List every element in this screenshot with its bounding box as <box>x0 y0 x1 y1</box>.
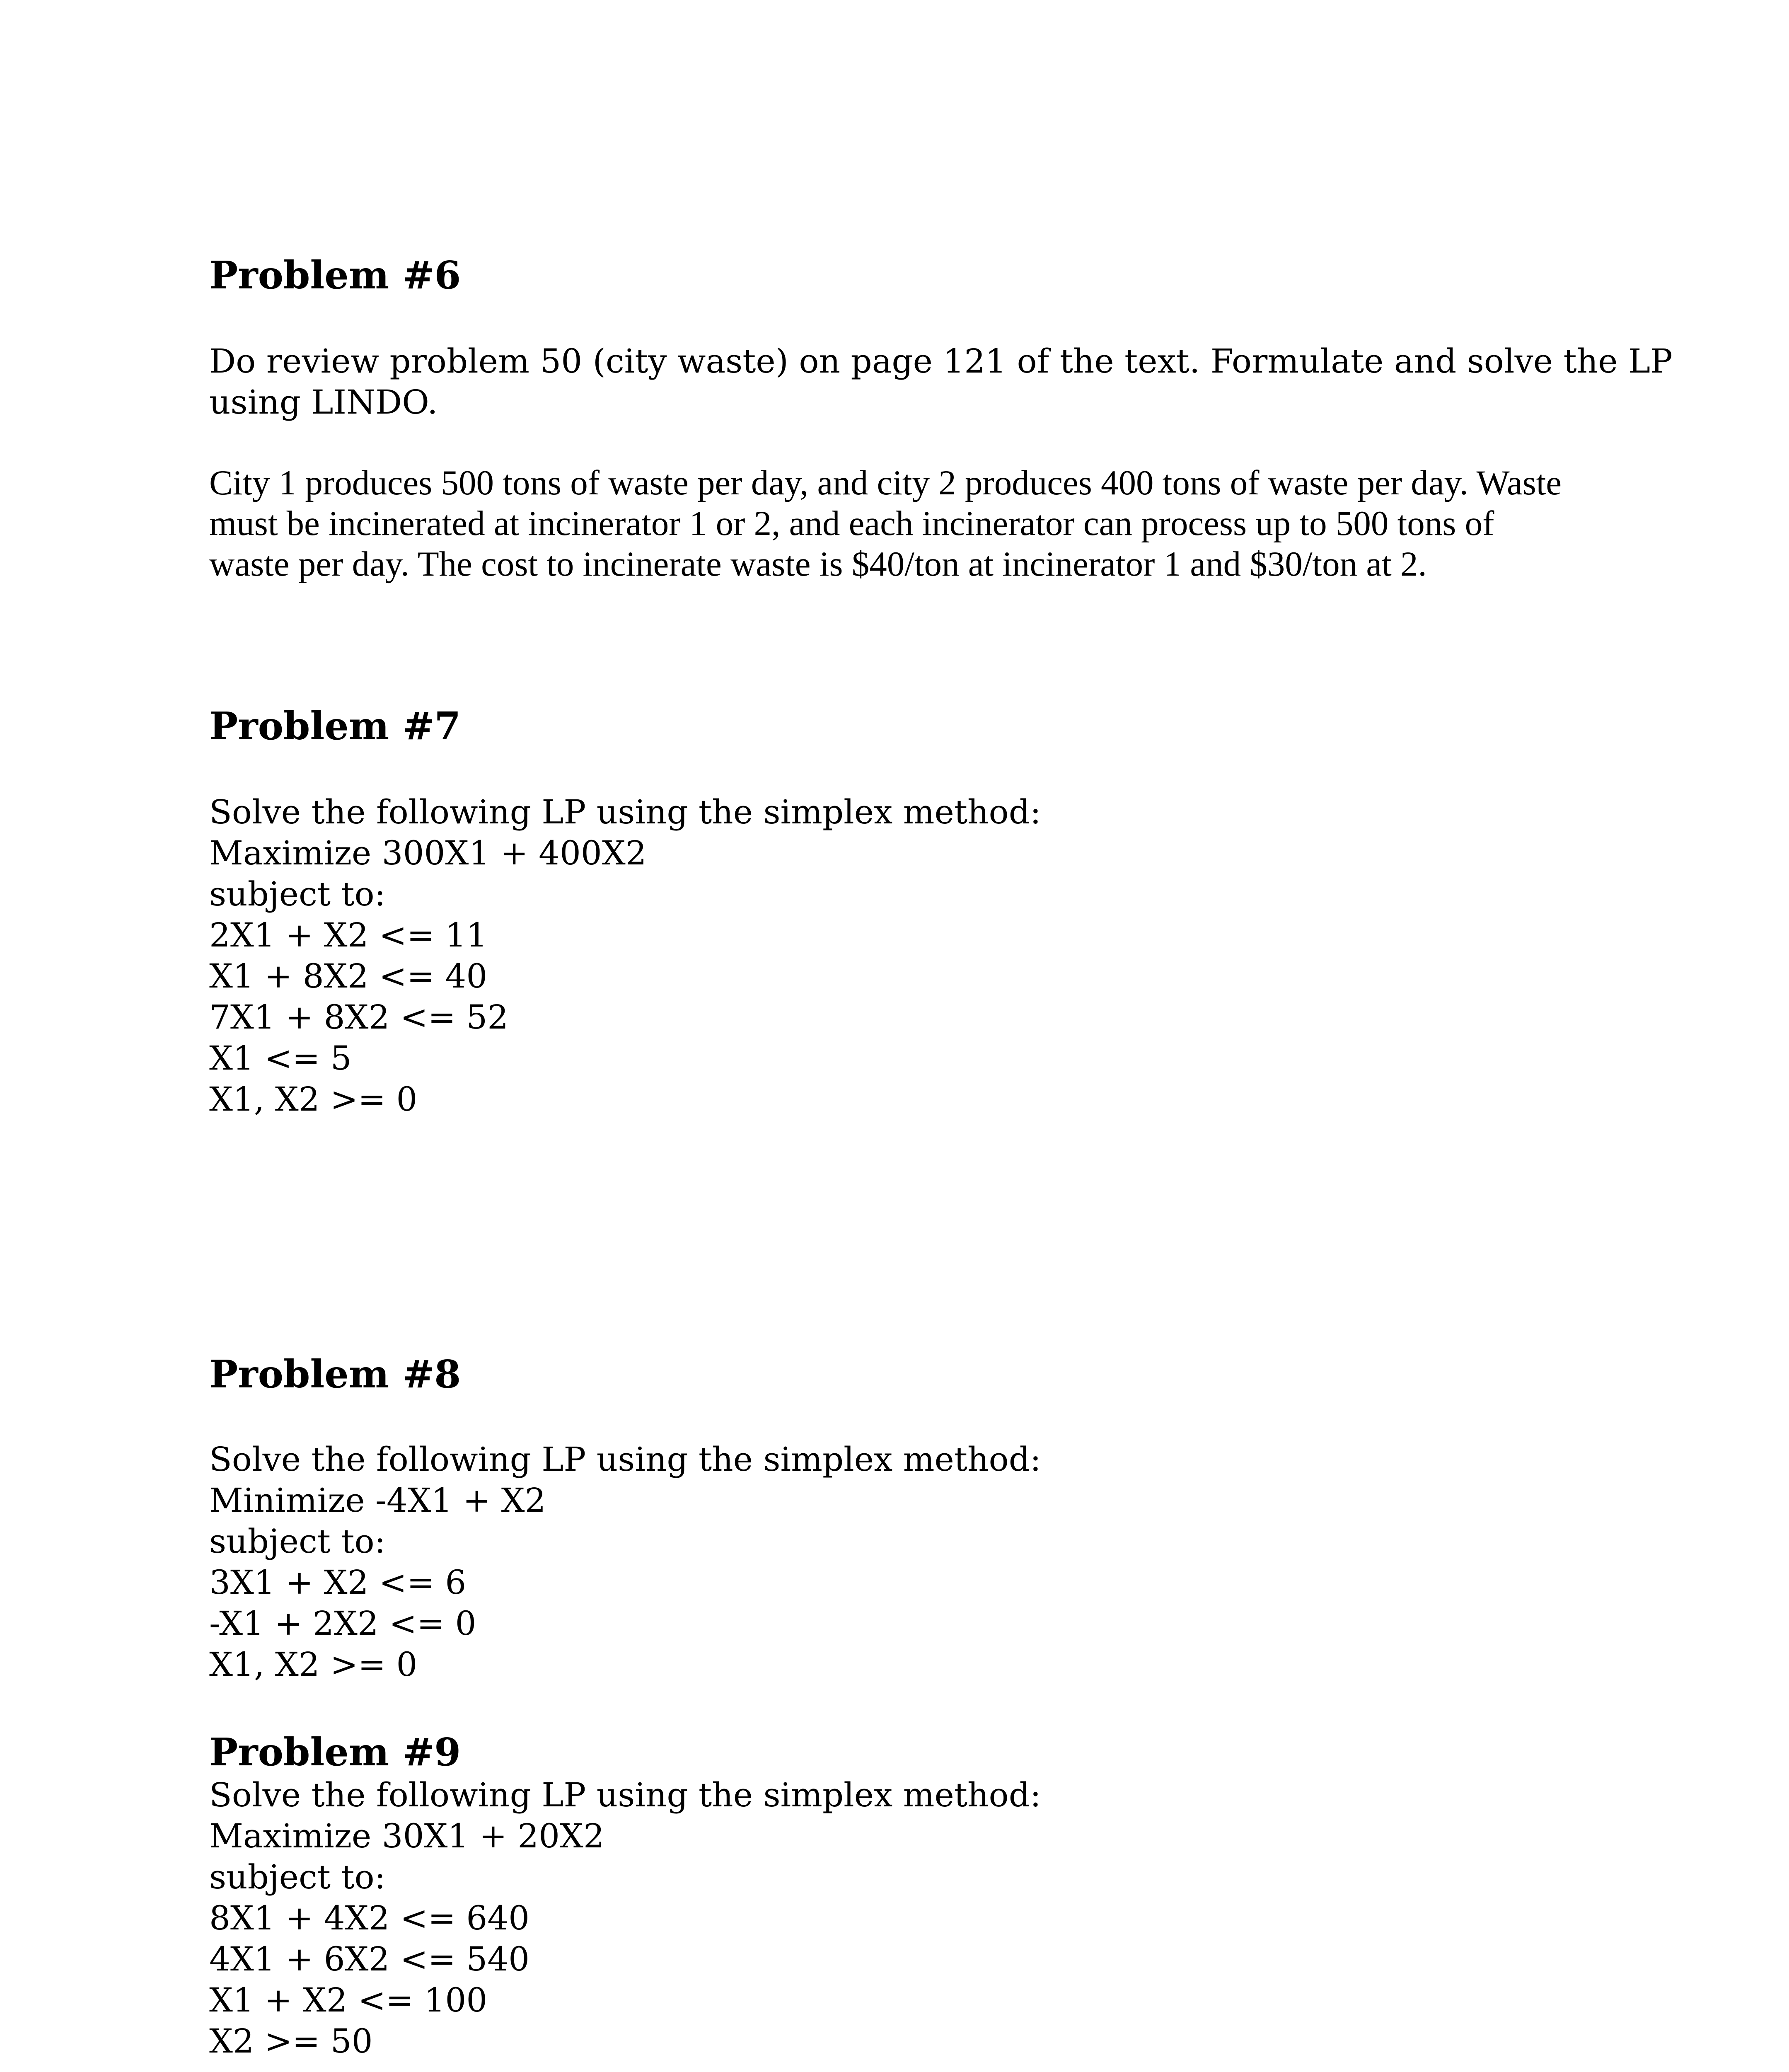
problem-9-line: X1 + X2 <= 100 <box>209 1981 488 2019</box>
problem-6-intro-line: using LINDO. <box>209 383 438 421</box>
problem-8-line: Solve the following LP using the simplex method: <box>209 1440 1041 1479</box>
problem-7-line: X1 <= 5 <box>209 1039 352 1077</box>
problem-7-title: Problem #7 <box>209 704 461 748</box>
problem-9-line: X2 >= 50 <box>209 2022 373 2060</box>
problem-8-body <box>209 1439 1618 1685</box>
problem-8-line: -X1 + 2X2 <= 0 <box>209 1604 476 1643</box>
problem-6-description-line: City 1 produces 500 tons of waste per day, and city 2 produces 400 tons of waste per day. Waste <box>209 463 1562 502</box>
problem-6-intro <box>209 341 1673 423</box>
problem-7-line: Maximize 300X1 + 400X2 <box>209 834 647 872</box>
problem-6-description-line: must be incinerated at incinerator 1 or 2, and each incinerator can process up to 500 tons of <box>209 504 1494 543</box>
problem-8-title: Problem #8 <box>209 1352 461 1397</box>
problem-7-body <box>209 792 1618 1120</box>
problem-9-line: subject to: <box>209 1858 386 1896</box>
problem-7-line: X1 + 8X2 <= 40 <box>209 957 488 995</box>
problem-9-title: Problem #9 <box>209 1730 461 1774</box>
problem-7-line: X1, X2 >= 0 <box>209 1080 418 1118</box>
problem-9-line: 4X1 + 6X2 <= 540 <box>209 1940 530 1978</box>
problem-8-line: X1, X2 >= 0 <box>209 1645 418 1684</box>
problem-9-line: 8X1 + 4X2 <= 640 <box>209 1899 530 1937</box>
problem-7-line: 2X1 + X2 <= 11 <box>209 916 488 954</box>
problem-7-line: 7X1 + 8X2 <= 52 <box>209 998 509 1036</box>
problem-6-description-line: waste per day. The cost to incinerate waste is $40/ton at incinerator 1 and $30/ton at 2. <box>209 545 1427 583</box>
problem-8-line: Minimize -4X1 + X2 <box>209 1481 546 1520</box>
problem-8-line: subject to: <box>209 1522 386 1561</box>
problem-6-intro-line: Do review problem 50 (city waste) on page 121 of the text. Formulate and solve the LP <box>209 342 1673 380</box>
problem-6-description <box>209 462 1618 584</box>
problem-8-line: 3X1 + X2 <= 6 <box>209 1563 467 1602</box>
problem-9-line: Solve the following LP using the simplex method: <box>209 1776 1041 1814</box>
problem-7-line: subject to: <box>209 875 386 913</box>
problem-7-line: Solve the following LP using the simplex method: <box>209 793 1041 831</box>
problem-9-line: Maximize 30X1 + 20X2 <box>209 1817 604 1855</box>
problem-6-title: Problem #6 <box>209 253 461 298</box>
problem-9-body <box>209 1774 1618 2062</box>
